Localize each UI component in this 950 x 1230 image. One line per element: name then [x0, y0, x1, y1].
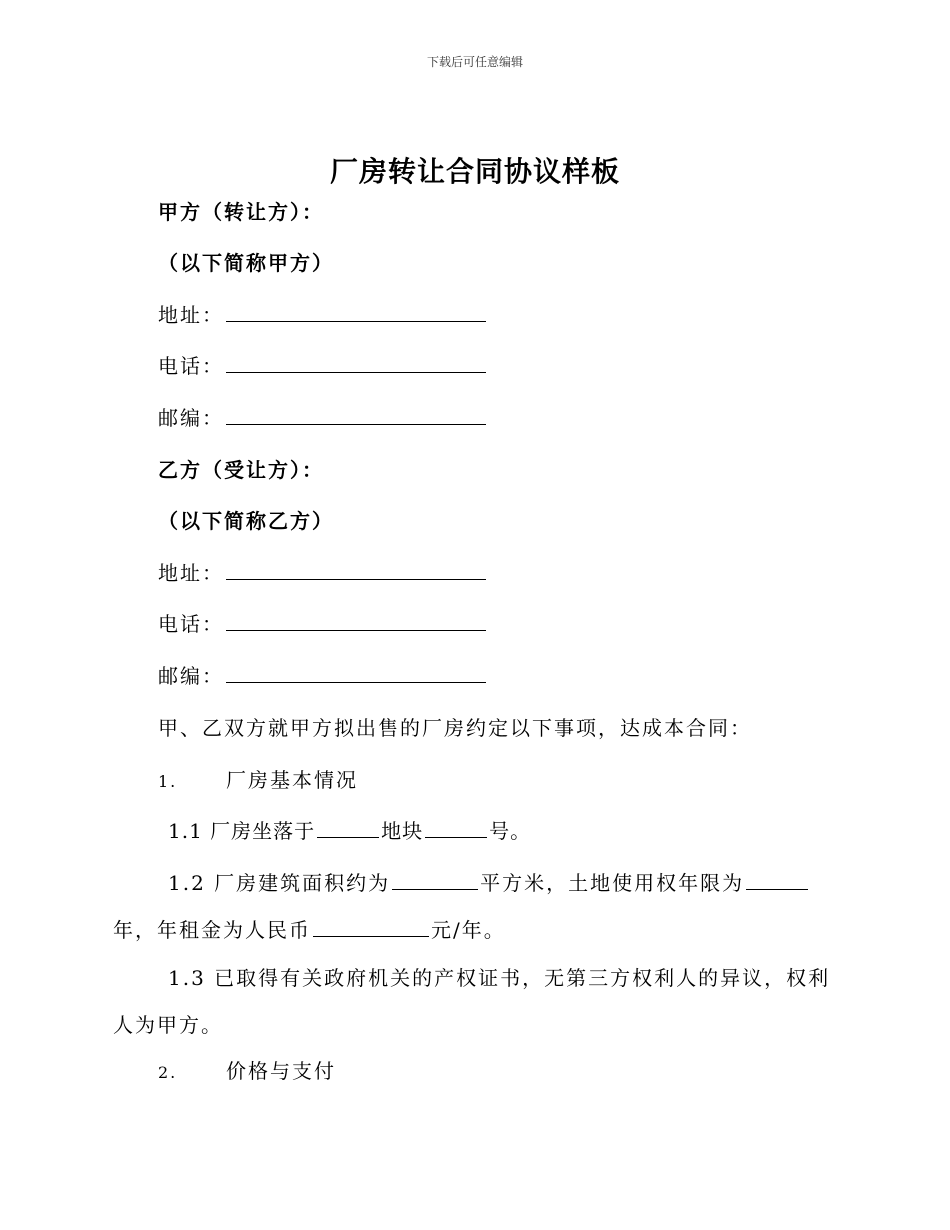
- party-b-postcode-row: [158, 661, 488, 691]
- section-2-number: 2.: [158, 1063, 178, 1082]
- item-1-3: 1.3 已取得有关政府机关的产权证书，无第三方权利人的异议，权利人为甲方。: [113, 966, 831, 1037]
- party-a-address-row: [158, 300, 488, 330]
- party-b-phone-label: 电话：: [158, 612, 224, 636]
- party-b-phone-blank[interactable]: [226, 610, 486, 631]
- item-1-2-area-blank[interactable]: [392, 869, 478, 890]
- section-1-number: 1.: [158, 772, 178, 791]
- party-b-address-label: 地址：: [158, 561, 224, 585]
- party-a-heading: 甲方（转让方）：: [158, 200, 324, 224]
- party-a-phone-label: 电话：: [158, 354, 224, 378]
- document-title: 厂房转让合同协议样板: [329, 155, 620, 188]
- party-b-phone-row: [158, 609, 488, 639]
- party-a-alias: （以下简称甲方）: [158, 251, 334, 275]
- item-1-1-text-c: 号。: [489, 819, 532, 843]
- party-a-postcode-blank[interactable]: [226, 404, 486, 425]
- party-b-postcode-blank[interactable]: [226, 662, 486, 683]
- party-a-phone-row: [158, 351, 488, 381]
- item-1-2: [113, 860, 833, 954]
- section-1-heading: [158, 765, 358, 797]
- party-a-address-label: 地址：: [158, 303, 224, 327]
- item-1-2-years-blank[interactable]: [746, 869, 808, 890]
- party-a-phone-blank[interactable]: [226, 352, 486, 373]
- party-a-postcode-row: [158, 403, 488, 433]
- party-b-alias: （以下简称乙方）: [158, 509, 334, 533]
- party-b-heading: 乙方（受让方）：: [158, 458, 324, 482]
- item-1-1-number-blank[interactable]: [425, 817, 487, 838]
- item-1-2-rent-blank[interactable]: [313, 916, 429, 937]
- item-1-2-text-b: 平方米，土地使用权年限为: [480, 871, 745, 895]
- section-2-heading: [158, 1056, 336, 1088]
- item-1-2-text-c: 年，年租金为人民币: [113, 918, 311, 942]
- intro-paragraph: 甲、乙双方就甲方拟出售的厂房约定以下事项，达成本合同：: [158, 716, 752, 740]
- item-1-1-text-b: 地块: [381, 819, 424, 843]
- party-a-postcode-label: 邮编：: [158, 406, 224, 430]
- section-2-title: 价格与支付: [226, 1059, 336, 1083]
- section-1-title: 厂房基本情况: [226, 768, 358, 792]
- item-1-1-text-a: 1.1 厂房坐落于: [168, 819, 316, 843]
- party-a-address-blank[interactable]: [226, 301, 486, 322]
- item-1-2-text-d: 元/年。: [431, 918, 506, 942]
- page-header-note: 下载后可任意编辑: [426, 55, 523, 69]
- party-b-address-row: [158, 558, 488, 588]
- item-1-2-text-a: 1.2 厂房建筑面积约为: [168, 871, 391, 895]
- item-1-1-location-blank[interactable]: [317, 817, 379, 838]
- party-b-postcode-label: 邮编：: [158, 664, 224, 688]
- party-b-address-blank[interactable]: [226, 559, 486, 580]
- item-1-1: [168, 816, 531, 846]
